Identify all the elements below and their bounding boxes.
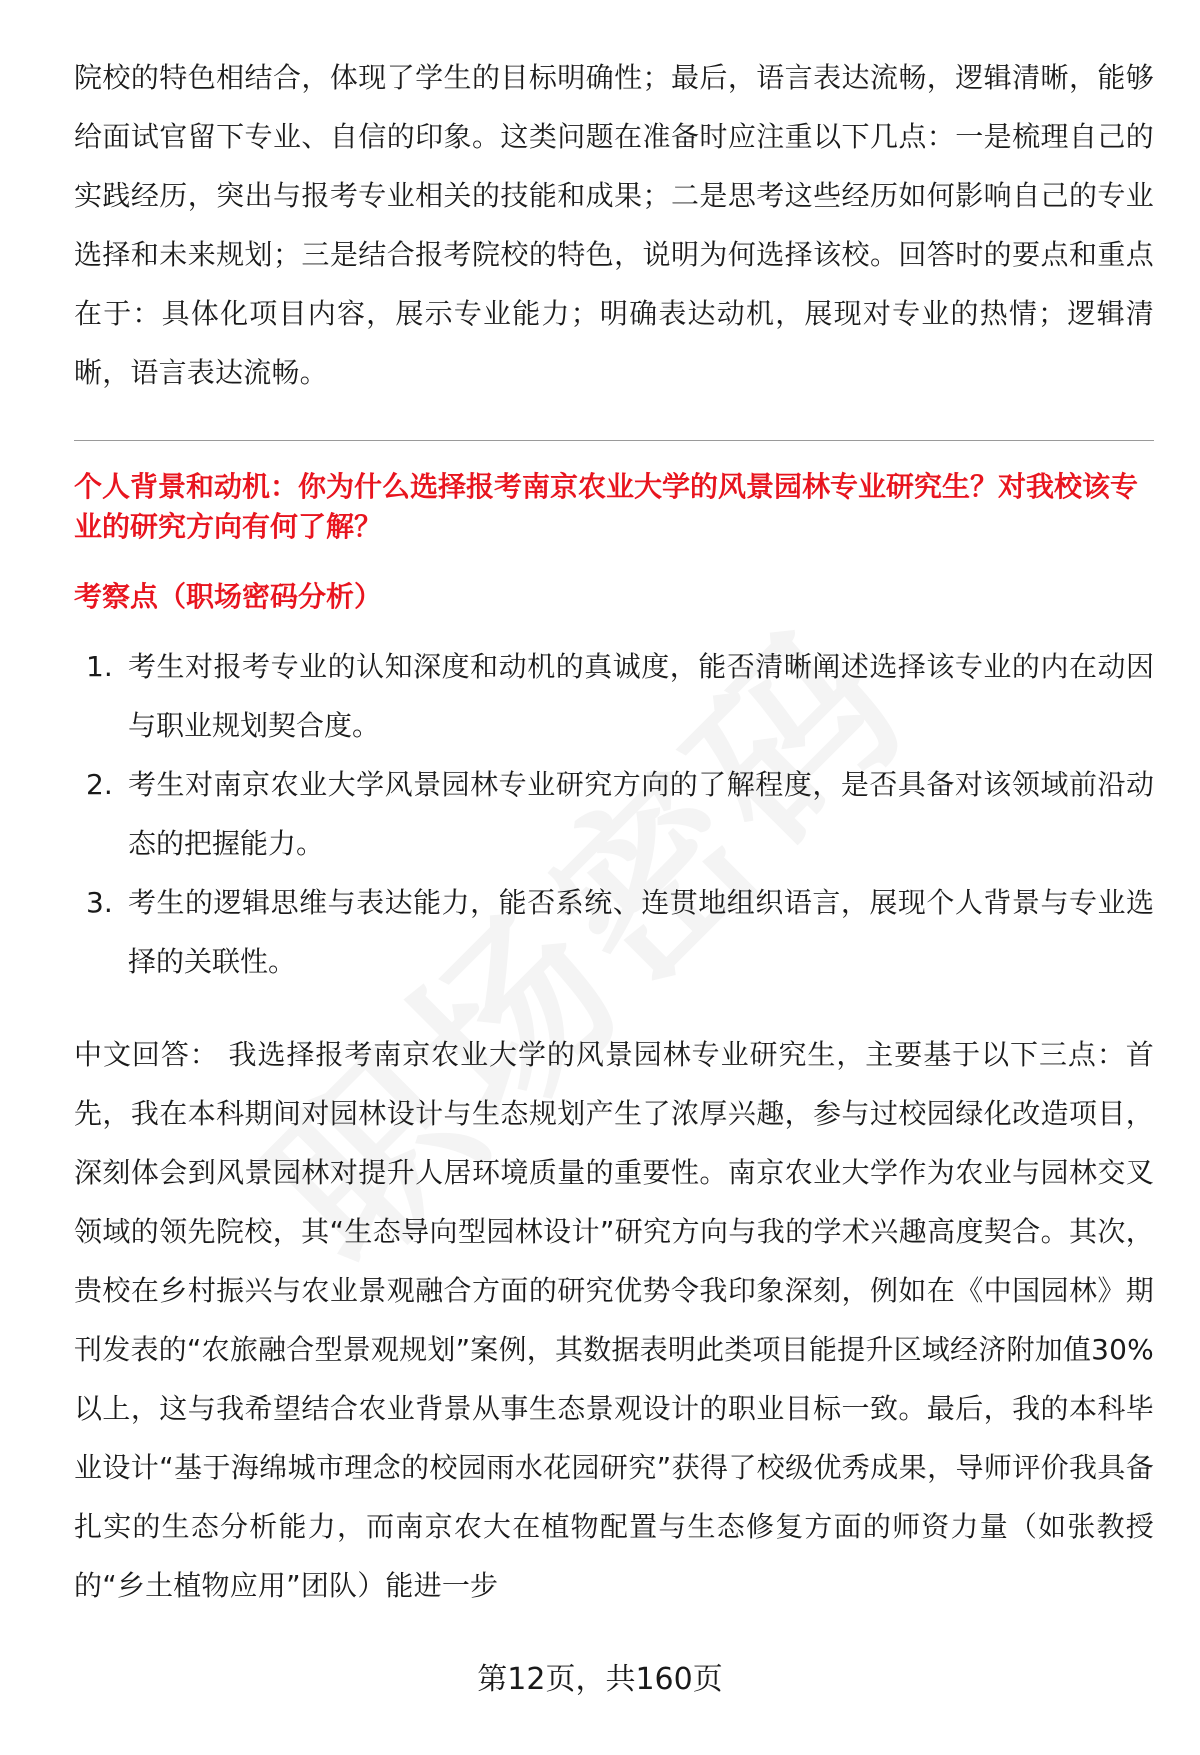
list-item-text: 考生对报考专业的认知深度和动机的真诚度，能否清晰阐述选择该专业的内在动因与职业规划契合度。 (128, 650, 1154, 742)
list-item-text: 考生的逻辑思维与表达能力，能否系统、连贯地组织语言，展现个人背景与专业选择的关联性。 (128, 886, 1154, 978)
list-item (74, 873, 1154, 991)
list-item-text: 考生对南京农业大学风景园林专业研究方向的了解程度，是否具备对该领域前沿动态的把握能力。 (128, 768, 1154, 860)
list-item-number: 3. (86, 886, 113, 919)
assessment-points-list (74, 637, 1154, 991)
list-item-number: 1. (86, 650, 113, 683)
section-divider (74, 440, 1154, 441)
page-number-footer: 第12页，共160页 (477, 1662, 723, 1697)
question-heading: 个人背景和动机：你为什么选择报考南京农业大学的风景园林专业研究生？对我校该专业的研究方向有何了解？ (74, 470, 1139, 543)
document-page (74, 48, 1154, 1615)
intro-paragraph: 院校的特色相结合，体现了学生的目标明确性；最后，语言表达流畅，逻辑清晰，能够给面试官留下专业、自信的印象。这类问题在准备时应注重以下几点：一是梳理自己的实践经历，突出与报考专业相关的技能和成果；二是思考这些经历如何影响自己的专业选择和未来规划；三是结合报考院校的特色，说明为何选择该校。回答时的要点和重点在于：具体化项目内容，展示专业能力；明确表达动机，展现对专业的热情；逻辑清晰，语言表达流畅。 (74, 61, 1154, 389)
list-item (74, 755, 1154, 873)
answer-paragraph: 中文回答： 我选择报考南京农业大学的风景园林专业研究生，主要基于以下三点：首先，我在本科期间对园林设计与生态规划产生了浓厚兴趣，参与过校园绿化改造项目，深刻体会到风景园林对提升人居环境质量的重要性。南京农业大学作为农业与园林交叉领域的领先院校，其“生态导向型园林设计”研究方向与我的学术兴趣高度契合。其次，贵校在乡村振兴与农业景观融合方面的研究优势令我印象深刻，例如在《中国园林》期刊发表的“农旅融合型景观规划”案例，其数据表明此类项目能提升区域经济附加值30%以上，这与我希望结合农业背景从事生态景观设计的职业目标一致。最后，我的本科毕业设计“基于海绵城市理念的校园雨水花园研究”获得了校级优秀成果，导师评价我具备扎实的生态分析能力，而南京农大在植物配置与生态修复方面的师资力量（如张教授的“乡土植物应用”团队）能进一步 (74, 1038, 1154, 1602)
assessment-points-title: 考察点（职场密码分析） (74, 580, 383, 613)
list-item (74, 637, 1154, 755)
list-item-number: 2. (86, 768, 113, 801)
